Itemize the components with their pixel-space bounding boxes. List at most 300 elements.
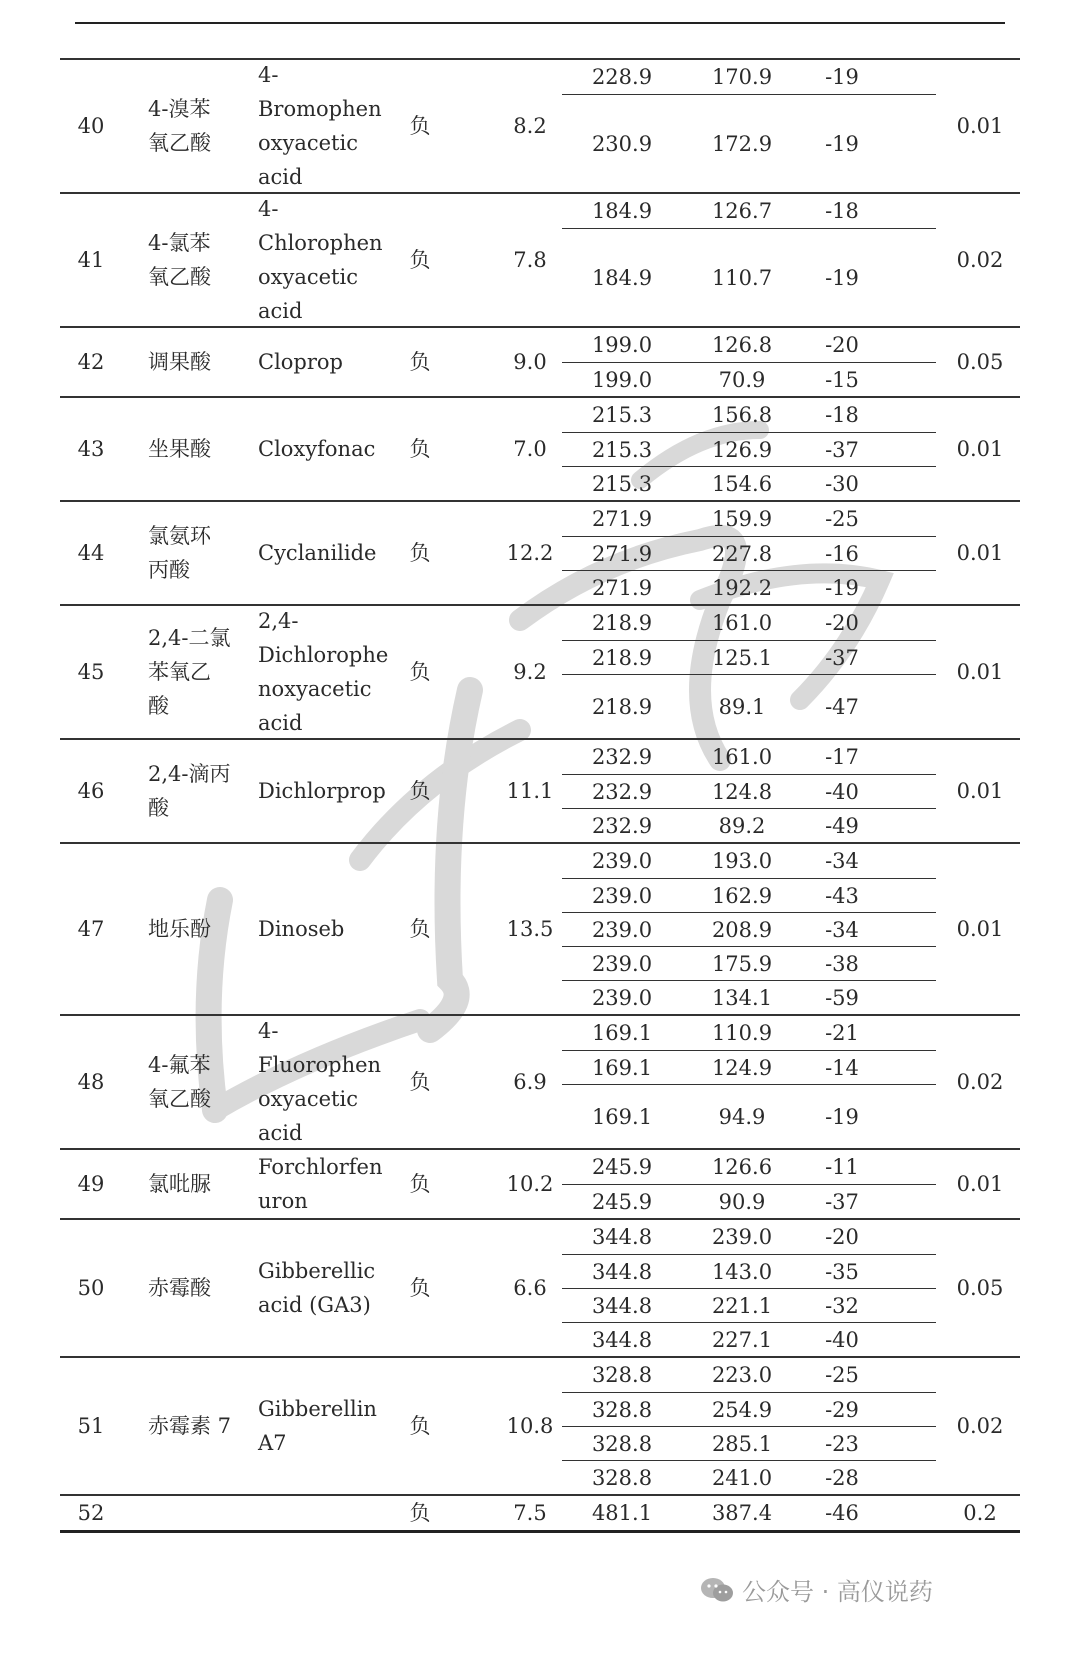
precursor-ion: 328.8 <box>591 1431 653 1456</box>
retention-time <box>500 740 560 842</box>
compound-en-name-line: Dichlorophe <box>258 643 389 667</box>
detection-limit-line: 0.2 <box>963 1501 997 1525</box>
ion-mode-line: 负 <box>409 1414 431 1438</box>
transition-row <box>562 60 936 94</box>
ion-mode-line: 负 <box>409 114 431 138</box>
ion-mode-line: 负 <box>409 350 431 374</box>
row-number <box>60 1496 122 1530</box>
retention-time-line: 8.2 <box>513 114 547 138</box>
product-ion: 387.4 <box>711 1501 773 1525</box>
precursor-ion: 215.3 <box>591 471 653 496</box>
compound-en-name-line: Gibberellic <box>258 1259 376 1283</box>
precursor-ion: 169.1 <box>591 1021 653 1045</box>
transitions <box>562 844 936 1014</box>
transition-row <box>562 1084 936 1148</box>
compound-cn-name-line: 地乐酚 <box>148 917 211 941</box>
compound-en-name-line: 4- <box>258 197 279 221</box>
collision-energy: -20 <box>825 1225 859 1249</box>
transition-row <box>562 740 936 774</box>
precursor-ion: 271.9 <box>591 541 653 566</box>
ion-mode <box>390 60 450 192</box>
precursor-ion: 344.8 <box>591 1259 653 1284</box>
product-ion: 126.7 <box>711 199 773 223</box>
compound-cn-name <box>148 1220 258 1356</box>
transition-row <box>562 398 936 432</box>
compound-cn-name <box>148 1016 258 1148</box>
detection-limit-line: 0.05 <box>956 1276 1004 1300</box>
compound-en-name <box>258 1496 388 1530</box>
detection-limit-line: 0.01 <box>956 779 1004 803</box>
compound-cn-name-line: 氧乙酸 <box>148 1087 211 1111</box>
compound-en-name-line: Bromophen <box>258 97 382 121</box>
collision-energy: -20 <box>825 333 859 357</box>
product-ion: 162.9 <box>711 883 773 908</box>
precursor-ion: 328.8 <box>591 1363 653 1387</box>
compound-en-name-line: noxyacetic <box>258 677 372 701</box>
collision-energy: -15 <box>825 367 859 392</box>
transition-row <box>562 640 936 674</box>
compound-cn-name-line: 4-氟苯 <box>148 1053 211 1077</box>
compound-cn-name-line: 2,4-二氯 <box>148 626 231 650</box>
transitions <box>562 194 936 326</box>
precursor-ion: 344.8 <box>591 1293 653 1318</box>
compound-cn-name-line: 苯氧乙 <box>148 660 211 684</box>
compound-cn-name <box>148 398 258 500</box>
precursor-ion: 232.9 <box>591 779 653 804</box>
detection-limit-line: 0.01 <box>956 660 1004 684</box>
collision-energy: -35 <box>825 1259 859 1284</box>
transition-row <box>562 1460 936 1494</box>
product-ion: 221.1 <box>711 1293 773 1318</box>
detection-limit-line: 0.02 <box>956 248 1004 272</box>
retention-time <box>500 1358 560 1494</box>
retention-time <box>500 194 560 326</box>
compound-en-name-line: 4- <box>258 1019 279 1043</box>
collision-energy: -59 <box>825 985 859 1010</box>
transition-row <box>562 1426 936 1460</box>
compound-cn-name-line: 丙酸 <box>148 558 190 582</box>
compound-cn-name <box>148 844 258 1014</box>
product-ion: 70.9 <box>718 367 766 392</box>
compound-cn-name-line: 赤霉素 7 <box>148 1414 232 1438</box>
row-number-line: 50 <box>77 1276 105 1300</box>
table-row-group <box>60 738 1020 842</box>
transitions <box>562 502 936 604</box>
product-ion: 126.6 <box>711 1155 773 1179</box>
transition-row <box>562 808 936 842</box>
precursor-ion: 271.9 <box>591 575 653 600</box>
table-row-group <box>60 1494 1020 1533</box>
table-row-group <box>60 500 1020 604</box>
precursor-ion: 344.8 <box>591 1225 653 1249</box>
product-ion: 89.1 <box>718 694 766 719</box>
table-row-group <box>60 396 1020 500</box>
collision-energy: -40 <box>825 779 859 804</box>
precursor-ion: 245.9 <box>591 1155 653 1179</box>
precursor-ion: 239.0 <box>591 951 653 976</box>
product-ion: 124.9 <box>711 1055 773 1080</box>
ion-mode-line: 负 <box>409 541 431 565</box>
ion-mode-line: 负 <box>409 1276 431 1300</box>
row-number-line: 45 <box>77 660 105 684</box>
detection-limit-line: 0.01 <box>956 114 1004 138</box>
row-number-line: 42 <box>77 350 105 374</box>
transition-row <box>562 912 936 946</box>
precursor-ion: 239.0 <box>591 917 653 942</box>
transition-row <box>562 432 936 466</box>
compound-cn-name-line: 坐果酸 <box>148 437 211 461</box>
precursor-ion: 328.8 <box>591 1397 653 1422</box>
transition-row <box>562 1016 936 1050</box>
compound-en-name <box>258 328 388 396</box>
compound-en-name-line: Gibberellin <box>258 1397 377 1421</box>
compound-en-name <box>258 194 388 326</box>
compound-en-name-line: A7 <box>258 1431 287 1455</box>
table-row-group <box>60 58 1020 192</box>
transition-row <box>562 878 936 912</box>
precursor-ion: 228.9 <box>591 65 653 89</box>
detection-limit-line: 0.02 <box>956 1070 1004 1094</box>
row-number <box>60 1016 122 1148</box>
compound-cn-name <box>148 606 258 738</box>
compound-cn-name-line: 酸 <box>148 796 169 820</box>
ion-mode <box>390 1496 450 1530</box>
transition-row <box>562 1392 936 1426</box>
collision-energy: -34 <box>825 917 859 942</box>
compound-en-name-line: Cyclanilide <box>258 541 377 565</box>
precursor-ion: 239.0 <box>591 985 653 1010</box>
ion-mode <box>390 328 450 396</box>
collision-energy: -19 <box>825 131 859 156</box>
retention-time-line: 12.2 <box>506 541 554 565</box>
collision-energy: -47 <box>825 694 859 719</box>
transition-row <box>562 774 936 808</box>
product-ion: 125.1 <box>711 645 773 670</box>
compound-cn-name <box>148 1150 258 1218</box>
table-row-group <box>60 1356 1020 1494</box>
collision-energy: -23 <box>825 1431 859 1456</box>
compound-cn-name-line: 氧乙酸 <box>148 131 211 155</box>
collision-energy: -11 <box>825 1155 859 1179</box>
compound-cn-name <box>148 1496 258 1530</box>
compound-cn-name-line: 2,4-滴丙 <box>148 762 231 786</box>
retention-time <box>500 1016 560 1148</box>
compound-en-name-line: acid (GA3) <box>258 1293 371 1317</box>
transition-row <box>562 1150 936 1184</box>
collision-energy: -49 <box>825 813 859 838</box>
collision-energy: -18 <box>825 403 859 427</box>
ion-mode-line: 负 <box>409 437 431 461</box>
retention-time <box>500 1150 560 1218</box>
product-ion: 126.9 <box>711 437 773 462</box>
collision-energy: -29 <box>825 1397 859 1422</box>
compound-en-name <box>258 1150 388 1218</box>
collision-energy: -37 <box>825 645 859 670</box>
table-row-group <box>60 192 1020 326</box>
retention-time-line: 7.5 <box>513 1501 547 1525</box>
precursor-ion: 271.9 <box>591 507 653 531</box>
product-ion: 227.8 <box>711 541 773 566</box>
collision-energy: -34 <box>825 849 859 873</box>
product-ion: 161.0 <box>711 611 773 635</box>
product-ion: 126.8 <box>711 333 773 357</box>
product-ion: 192.2 <box>711 575 773 600</box>
transition-row <box>562 1184 936 1218</box>
precursor-ion: 230.9 <box>591 131 653 156</box>
data-table <box>60 58 1020 1533</box>
product-ion: 110.7 <box>711 265 773 290</box>
transition-row <box>562 194 936 228</box>
ion-mode-line: 负 <box>409 779 431 803</box>
detection-limit <box>940 502 1020 604</box>
product-ion: 170.9 <box>711 65 773 89</box>
retention-time-line: 9.2 <box>513 660 547 684</box>
row-number-line: 49 <box>77 1172 105 1196</box>
transition-row <box>562 570 936 604</box>
table-row-group <box>60 1148 1020 1218</box>
ion-mode <box>390 502 450 604</box>
precursor-ion: 215.3 <box>591 437 653 462</box>
compound-en-name-line: 4- <box>258 63 279 87</box>
detection-limit <box>940 740 1020 842</box>
compound-cn-name <box>148 328 258 396</box>
compound-cn-name-line: 调果酸 <box>148 350 211 374</box>
product-ion: 227.1 <box>711 1327 773 1352</box>
ion-mode <box>390 398 450 500</box>
transition-row <box>562 502 936 536</box>
product-ion: 143.0 <box>711 1259 773 1284</box>
transition-row <box>562 228 936 326</box>
retention-time-line: 6.9 <box>513 1070 547 1094</box>
compound-en-name <box>258 60 388 192</box>
compound-en-name <box>258 502 388 604</box>
precursor-ion: 199.0 <box>591 333 653 357</box>
transition-row <box>562 466 936 500</box>
precursor-ion: 239.0 <box>591 849 653 873</box>
detection-limit <box>940 1496 1020 1530</box>
transition-row <box>562 946 936 980</box>
precursor-ion: 218.9 <box>591 611 653 635</box>
product-ion: 156.8 <box>711 403 773 427</box>
ion-mode <box>390 1358 450 1494</box>
compound-en-name <box>258 1016 388 1148</box>
compound-en-name-line: Forchlorfen <box>258 1155 383 1179</box>
retention-time-line: 10.8 <box>506 1414 554 1438</box>
collision-energy: -14 <box>825 1055 859 1080</box>
detection-limit-line: 0.01 <box>956 437 1004 461</box>
retention-time <box>500 502 560 604</box>
row-number-line: 52 <box>77 1501 105 1525</box>
product-ion: 134.1 <box>711 985 773 1010</box>
transitions <box>562 1358 936 1494</box>
compound-en-name-line: Cloprop <box>258 350 343 374</box>
collision-energy: -20 <box>825 611 859 635</box>
retention-time-line: 11.1 <box>506 779 554 803</box>
compound-cn-name-line: 氧乙酸 <box>148 265 211 289</box>
compound-en-name-line: Cloxyfonac <box>258 437 376 461</box>
ion-mode <box>390 1150 450 1218</box>
footer-credit <box>700 1572 933 1607</box>
compound-en-name-line: Fluorophen <box>258 1053 382 1077</box>
precursor-ion: 239.0 <box>591 883 653 908</box>
compound-en-name <box>258 844 388 1014</box>
precursor-ion: 215.3 <box>591 403 653 427</box>
product-ion: 172.9 <box>711 131 773 156</box>
product-ion: 241.0 <box>711 1465 773 1490</box>
collision-energy: -19 <box>825 265 859 290</box>
precursor-ion: 245.9 <box>591 1189 653 1214</box>
product-ion: 239.0 <box>711 1225 773 1249</box>
ion-mode <box>390 606 450 738</box>
row-number <box>60 328 122 396</box>
row-number <box>60 1150 122 1218</box>
row-number <box>60 1358 122 1494</box>
precursor-ion: 218.9 <box>591 645 653 670</box>
compound-en-name-line: acid <box>258 165 303 189</box>
retention-time-line: 9.0 <box>513 350 547 374</box>
product-ion: 159.9 <box>711 507 773 531</box>
detection-limit <box>940 398 1020 500</box>
product-ion: 94.9 <box>718 1104 766 1129</box>
row-number <box>60 1220 122 1356</box>
collision-energy: -32 <box>825 1293 859 1318</box>
row-number <box>60 398 122 500</box>
precursor-ion: 232.9 <box>591 745 653 769</box>
precursor-ion: 232.9 <box>591 813 653 838</box>
detection-limit <box>940 1358 1020 1494</box>
collision-energy: -19 <box>825 65 859 89</box>
compound-en-name-line: oxyacetic <box>258 1087 358 1111</box>
retention-time <box>500 1220 560 1356</box>
detection-limit <box>940 60 1020 192</box>
ion-mode-line: 负 <box>409 1501 431 1525</box>
ion-mode <box>390 194 450 326</box>
collision-energy: -17 <box>825 745 859 769</box>
compound-en-name <box>258 1358 388 1494</box>
detection-limit-line: 0.05 <box>956 350 1004 374</box>
retention-time-line: 7.0 <box>513 437 547 461</box>
row-number-line: 44 <box>77 541 105 565</box>
transition-row <box>562 980 936 1014</box>
precursor-ion: 184.9 <box>591 199 653 223</box>
detection-limit <box>940 1150 1020 1218</box>
compound-en-name <box>258 740 388 842</box>
compound-en-name-line: Chlorophen <box>258 231 383 255</box>
product-ion: 90.9 <box>718 1189 766 1214</box>
detection-limit <box>940 1016 1020 1148</box>
table-row-group <box>60 1014 1020 1148</box>
compound-cn-name-line: 酸 <box>148 694 169 718</box>
collision-energy: -30 <box>825 471 859 496</box>
table-row-group <box>60 326 1020 396</box>
transition-row <box>562 94 936 192</box>
ion-mode <box>390 1220 450 1356</box>
product-ion: 285.1 <box>711 1431 773 1456</box>
retention-time <box>500 606 560 738</box>
table-row-group <box>60 604 1020 738</box>
compound-en-name-line: acid <box>258 299 303 323</box>
retention-time <box>500 398 560 500</box>
compound-cn-name-line: 4-氯苯 <box>148 231 211 255</box>
detection-limit-line: 0.01 <box>956 1172 1004 1196</box>
row-number-line: 48 <box>77 1070 105 1094</box>
ion-mode <box>390 844 450 1014</box>
compound-en-name-line: Dichlorprop <box>258 779 386 803</box>
collision-energy: -25 <box>825 507 859 531</box>
transition-row <box>562 1358 936 1392</box>
ion-mode <box>390 1016 450 1148</box>
collision-energy: -28 <box>825 1465 859 1490</box>
transitions <box>562 606 936 738</box>
product-ion: 110.9 <box>711 1021 773 1045</box>
compound-en-name <box>258 1220 388 1356</box>
transition-row <box>562 1322 936 1356</box>
collision-energy: -37 <box>825 1189 859 1214</box>
transitions <box>562 328 936 396</box>
transition-row <box>562 844 936 878</box>
precursor-ion: 218.9 <box>591 694 653 719</box>
detection-limit <box>940 844 1020 1014</box>
product-ion: 161.0 <box>711 745 773 769</box>
product-ion: 175.9 <box>711 951 773 976</box>
ion-mode-line: 负 <box>409 660 431 684</box>
collision-energy: -18 <box>825 199 859 223</box>
detection-limit <box>940 1220 1020 1356</box>
collision-energy: -43 <box>825 883 859 908</box>
transition-row <box>562 1050 936 1084</box>
ion-mode-line: 负 <box>409 1172 431 1196</box>
product-ion: 154.6 <box>711 471 773 496</box>
precursor-ion: 184.9 <box>591 265 653 290</box>
collision-energy: -38 <box>825 951 859 976</box>
precursor-ion: 169.1 <box>591 1104 653 1129</box>
compound-cn-name <box>148 1358 258 1494</box>
detection-limit-line: 0.02 <box>956 1414 1004 1438</box>
detection-limit <box>940 194 1020 326</box>
row-number-line: 41 <box>77 248 105 272</box>
wechat-icon <box>700 1576 734 1604</box>
row-number <box>60 502 122 604</box>
compound-en-name <box>258 606 388 738</box>
compound-cn-name <box>148 194 258 326</box>
product-ion: 254.9 <box>711 1397 773 1422</box>
ion-mode-line: 负 <box>409 1070 431 1094</box>
transitions <box>562 740 936 842</box>
transitions <box>562 1496 936 1530</box>
compound-cn-name-line: 氯氨环 <box>148 524 211 548</box>
compound-en-name-line: acid <box>258 711 303 735</box>
compound-en-name <box>258 398 388 500</box>
detection-limit <box>940 328 1020 396</box>
ion-mode <box>390 740 450 842</box>
detection-limit-line: 0.01 <box>956 917 1004 941</box>
collision-energy: -21 <box>825 1021 859 1045</box>
retention-time-line: 10.2 <box>506 1172 554 1196</box>
retention-time <box>500 60 560 192</box>
row-number-line: 46 <box>77 779 105 803</box>
precursor-ion: 199.0 <box>591 367 653 392</box>
collision-energy: -19 <box>825 1104 859 1129</box>
transition-row <box>562 1254 936 1288</box>
collision-energy: -19 <box>825 575 859 600</box>
precursor-ion: 169.1 <box>591 1055 653 1080</box>
transition-row <box>562 1288 936 1322</box>
compound-cn-name-line: 氯吡脲 <box>148 1172 211 1196</box>
transition-row <box>562 328 936 362</box>
precursor-ion: 344.8 <box>591 1327 653 1352</box>
transition-row <box>562 362 936 396</box>
transitions <box>562 1150 936 1218</box>
